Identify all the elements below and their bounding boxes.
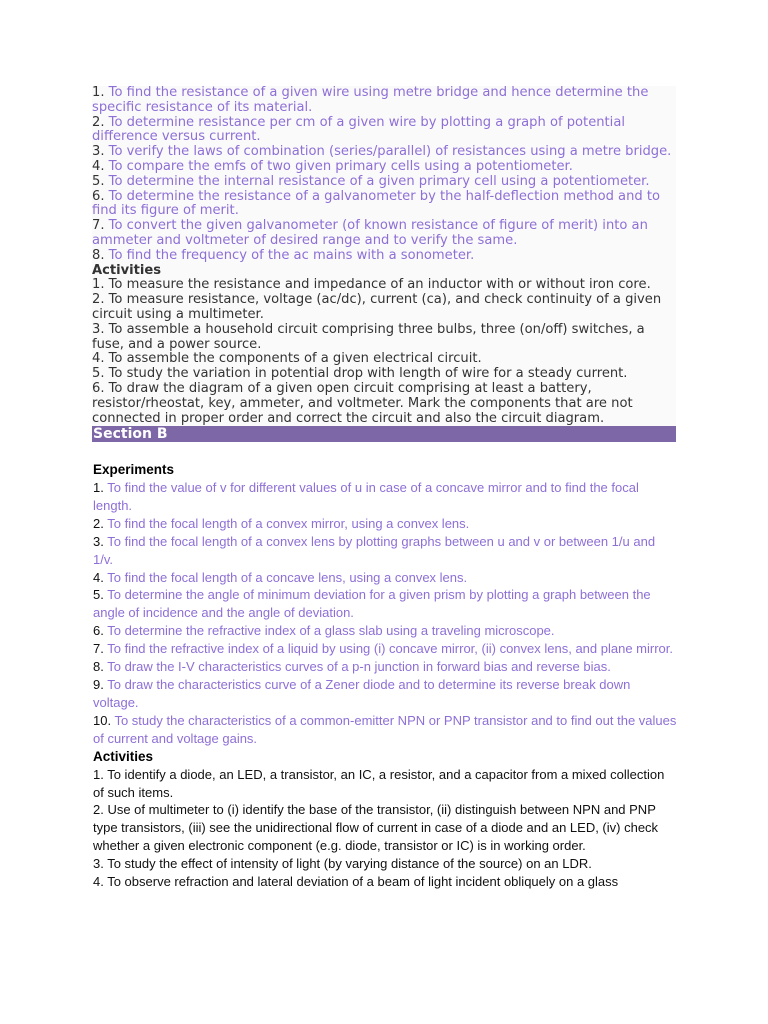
experiment-link[interactable]: To convert the given galvanometer (of known resistance of figure of merit) into an ammeter and voltmeter of desired range and to verify the same. xyxy=(92,218,648,248)
experiment-link[interactable]: To study the characteristics of a common-emitter NPN or PNP transistor and to find out the values of current and voltage gains. xyxy=(93,712,677,746)
list-item: 4. To observe refraction and lateral deviation of a beam of light incident obliquely on a glass xyxy=(93,874,619,890)
list-item: 7. To find the refractive index of a liquid by using (i) concave mirror, (ii) convex lens, and plane mirror. xyxy=(93,641,673,657)
experiment-link[interactable]: To find the resistance of a given wire using metre bridge and hence determine the specific resistance of its material. xyxy=(92,85,649,115)
experiment-link[interactable]: To find the focal length of a concave lens, using a convex lens. xyxy=(107,569,468,585)
list-item: 4. To compare the emfs of two given primary cells using a potentiometer. xyxy=(92,158,573,174)
list-item: 6. To determine the resistance of a galvanometer by the half-deflection method and to find its figure of merit. xyxy=(92,188,660,219)
experiment-link[interactable]: To find the refractive index of a liquid by using (i) concave mirror, (ii) convex lens, and plane mirror. xyxy=(107,641,673,657)
list-item: 6. To draw the diagram of a given open circuit comprising at least a battery, resistor/rheostat, key, ammeter, and voltmeter. Mark the components that are not connected in proper order and correct the circuit and also the circuit diagram. xyxy=(92,380,633,426)
experiment-link[interactable]: To find the focal length of a convex lens by plotting graphs between u and v or between 1/u and 1/v. xyxy=(93,533,656,567)
list-item: 4. To assemble the components of a given electrical circuit. xyxy=(92,351,482,367)
experiment-link[interactable]: To find the value of v for different values of u in case of a concave mirror and to find the focal length. xyxy=(93,480,639,513)
experiment-link[interactable]: To draw the characteristics curve of a Zener diode and to determine its reverse break down voltage. xyxy=(93,676,631,710)
list-item: 1. To find the value of v for different values of u in case of a concave mirror and to find the focal length. xyxy=(93,480,639,513)
activities-b-list xyxy=(93,766,677,891)
experiment-link[interactable]: To find the focal length of a convex mirror, using a convex lens. xyxy=(107,515,470,531)
experiment-link[interactable]: To compare the emfs of two given primary cells using a potentiometer. xyxy=(108,158,573,174)
experiments-b-list xyxy=(93,479,677,748)
list-item: 2. To measure resistance, voltage (ac/dc), current (ca), and check continuity of a given circuit using a multimeter. xyxy=(92,292,662,322)
experiment-link[interactable]: To determine the internal resistance of a given primary cell using a potentiometer. xyxy=(108,173,650,189)
list-item: 2. To find the focal length of a convex mirror, using a convex lens. xyxy=(93,515,470,531)
list-item: 3. To find the focal length of a convex lens by plotting graphs between u and v or between 1/u and 1/v. xyxy=(93,533,656,567)
experiment-link[interactable]: To determine the angle of minimum deviation for a given prism by plotting a graph between the angle of incidence and the angle of deviation. xyxy=(93,587,651,621)
list-item: 5. To determine the angle of minimum deviation for a given prism by plotting a graph between the angle of incidence and the angle of deviation. xyxy=(93,587,651,621)
list-item: 5. To study the variation in potential drop with length of wire for a steady current. xyxy=(92,366,628,382)
experiment-link[interactable]: To draw the I-V characteristics curves of a p-n junction in forward bias and reverse bias. xyxy=(107,659,611,675)
experiment-link[interactable]: To determine the resistance of a galvanometer by the half-deflection method and to find its figure of merit. xyxy=(92,188,660,219)
list-item: 9. To draw the characteristics curve of a Zener diode and to determine its reverse break down voltage. xyxy=(93,676,631,710)
list-item: 2. To determine resistance per cm of a given wire by plotting a graph of potential difference versus current. xyxy=(92,114,625,145)
list-item: 1. To identify a diode, an LED, a transistor, an IC, a resistor, and a capacitor from a mixed collection of such items. xyxy=(93,766,665,800)
list-item: 1. To find the resistance of a given wire using metre bridge and hence determine the specific resistance of its material. xyxy=(92,85,649,115)
experiment-link[interactable]: To verify the laws of combination (series/parallel) of resistances using a metre bridge. xyxy=(108,144,672,160)
list-item: 3. To verify the laws of combination (series/parallel) of resistances using a metre bridge. xyxy=(92,144,672,160)
list-item: 3. To assemble a household circuit comprising three bulbs, three (on/off) switches, a fuse, and a power source. xyxy=(92,321,645,352)
list-item: 5. To determine the internal resistance of a given primary cell using a potentiometer. xyxy=(92,173,650,189)
section-b-title: Section B xyxy=(92,426,676,442)
experiment-link[interactable]: To determine the refractive index of a glass slab using a traveling microscope. xyxy=(107,623,555,639)
experiments-a-list xyxy=(92,86,676,264)
list-item: 6. To determine the refractive index of a glass slab using a traveling microscope. xyxy=(93,623,555,639)
list-item: 3. To study the effect of intensity of light (by varying distance of the source) on an LDR. xyxy=(93,856,592,872)
activities-b-heading: Activities xyxy=(93,748,154,764)
activities-a-heading: Activities xyxy=(92,262,162,278)
list-item: 7. To convert the given galvanometer (of known resistance of figure of merit) into an ammeter and voltmeter of desired range and to verify the same. xyxy=(92,218,648,248)
list-item: 8. To find the frequency of the ac mains with a sonometer. xyxy=(92,247,475,263)
experiment-link[interactable]: To find the frequency of the ac mains with a sonometer. xyxy=(108,247,475,263)
experiment-link[interactable]: To determine resistance per cm of a given wire by plotting a graph of potential difference versus current. xyxy=(92,114,625,145)
experiments-b-heading: Experiments xyxy=(93,462,175,477)
list-item: 4. To find the focal length of a concave lens, using a convex lens. xyxy=(93,569,468,585)
list-item: 2. Use of multimeter to (i) identify the base of the transistor, (ii) distinguish between NPN and PNP type transistors, (iii) see the unidirectional flow of current in case of a diode and an LED, (iv) check whether a given electronic component (e.g. diode, transistor or IC) is in working order. xyxy=(93,802,659,854)
list-item: 8. To draw the I-V characteristics curves of a p-n junction in forward bias and reverse bias. xyxy=(93,659,611,675)
list-item: 1. To measure the resistance and impedance of an inductor with or without iron core. xyxy=(92,277,651,293)
activities-a-list xyxy=(92,278,676,426)
list-item: 10. To study the characteristics of a common-emitter NPN or PNP transistor and to find out the values of current and voltage gains. xyxy=(93,712,677,746)
section-a-content xyxy=(92,86,676,442)
section-b-content xyxy=(93,461,677,891)
